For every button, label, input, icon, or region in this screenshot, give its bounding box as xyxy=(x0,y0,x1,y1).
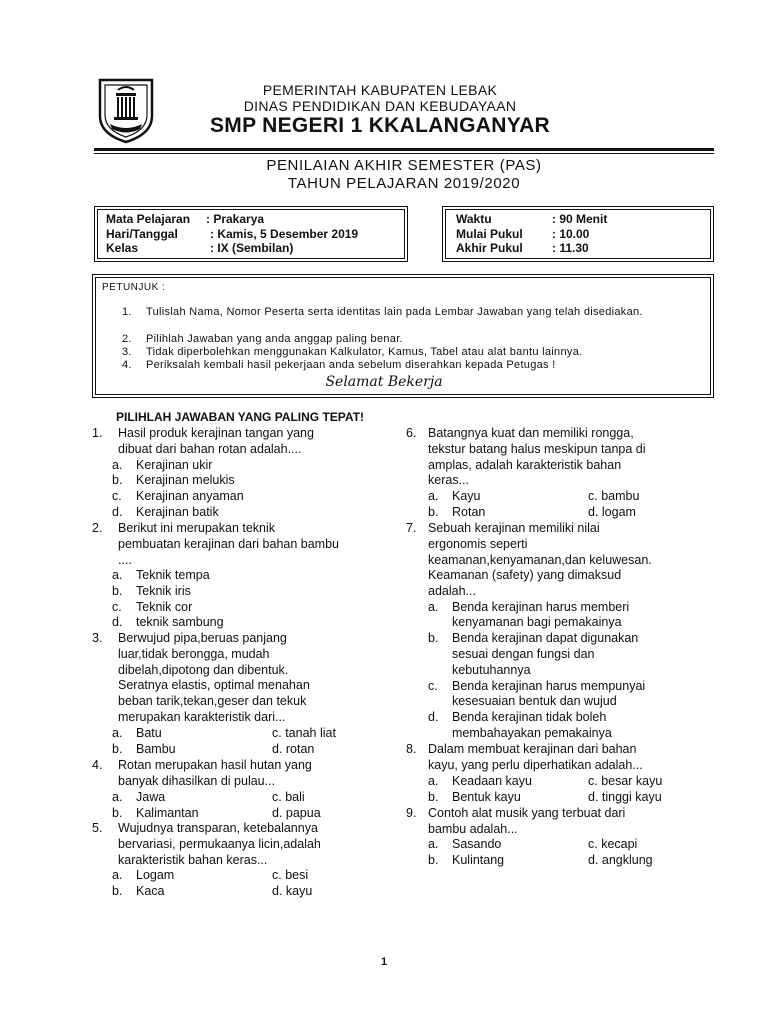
question-stem: Berwujud pipa,beruas panjang luar,tidak berongga, mudah dibelah,dipotong dan dibentuk. Seratnya elastis, optimal menahan beban tarik,tekan,geser dan tekuk merupakan karakteristik dari... xyxy=(118,631,310,724)
option[interactable]: d. angklung xyxy=(588,853,653,867)
option[interactable]: d. rotan xyxy=(272,742,315,756)
option[interactable]: d. tinggi kayu xyxy=(588,790,662,804)
greeting: Selamat Bekerja xyxy=(325,374,443,390)
option-continuation: kesesuaian bentuk dan wujud xyxy=(452,694,617,708)
header-school-name: SMP NEGERI 1 KKALANGANYAR xyxy=(209,114,551,137)
option-continuation: kenyamanan bagi pemakainya xyxy=(452,615,622,629)
page-number: 1 xyxy=(380,956,388,968)
instruction-item: 2. Pilihlah Jawaban yang anda anggap paling benar. xyxy=(122,333,403,345)
option[interactable]: c. bali xyxy=(272,790,305,804)
option[interactable]: d. logam xyxy=(588,505,636,519)
instruction-item: 1. Tulislah Nama, Nomor Peserta serta identitas lain pada Lembar Jawaban yang telah disediakan. xyxy=(122,306,643,318)
questions-heading: PILIHLAH JAWABAN YANG PALING TEPAT! xyxy=(116,410,365,424)
instruction-item: 3. Tidak diperbolehkan menggunakan Kalkulator, Kamus, Tabel atau alat bantu lainnya. xyxy=(122,346,583,358)
option[interactable]: c. besi xyxy=(272,868,309,882)
option-continuation: kebutuhannya xyxy=(452,663,531,677)
question-stem: Rotan merupakan hasil hutan yang banyak dihasilkan di pulau... xyxy=(118,758,312,788)
option-continuation: sesuai dengan fungsi dan xyxy=(452,647,595,661)
header-department: DINAS PENDIDIKAN DAN KEBUDAYAAN xyxy=(243,98,517,114)
question-stem: Wujudnya transparan, ketebalannya bervariasi, permukaanya licin,adalah karakteristik bahan keras... xyxy=(118,821,321,867)
option-continuation: membahayakan pemakainya xyxy=(452,726,612,740)
header-divider-thin xyxy=(94,153,714,154)
question-stem: Hasil produk kerajinan tangan yang dibuat dari bahan rotan adalah.... xyxy=(118,426,314,456)
exam-year: TAHUN PELAJARAN 2019/2020 xyxy=(287,175,521,192)
option[interactable]: d. papua xyxy=(272,806,321,820)
question-stem: Berikut ini merupakan teknik pembuatan kerajinan dari bahan bambu .... xyxy=(118,521,339,567)
question-stem: Batangnya kuat dan memiliki rongga, tekstur batang halus meskipun tanpa di amplas, adalah karakteristik bahan keras... xyxy=(428,426,646,488)
instructions-heading: PETUNJUK : xyxy=(102,282,166,293)
header-divider-thick xyxy=(94,148,714,151)
option[interactable]: c. kecapi xyxy=(588,837,638,851)
regency-crest-icon xyxy=(96,76,156,144)
header-government: PEMERINTAH KABUPATEN LEBAK xyxy=(262,82,498,98)
option[interactable]: d. kayu xyxy=(272,884,313,898)
instruction-item: 4. Periksalah kembali hasil pekerjaan anda sebelum diserahkan kepada Petugas ! xyxy=(122,359,556,371)
option[interactable]: c. besar kayu xyxy=(588,774,663,788)
option[interactable]: c. bambu xyxy=(588,489,640,503)
option[interactable]: c. tanah liat xyxy=(272,726,336,740)
question-stem: Dalam membuat kerajinan dari bahan kayu, yang perlu diperhatikan adalah... xyxy=(428,742,643,772)
question-stem: Contoh alat musik yang terbuat dari bambu adalah... xyxy=(428,806,626,836)
exam-title: PENILAIAN AKHIR SEMESTER (PAS) xyxy=(266,157,542,174)
question-stem: Sebuah kerajinan memiliki nilai ergonomis seperti keamanan,kenyamanan,dan keluwesan. Keamanan (safety) yang dimaksud adalah... xyxy=(428,521,652,599)
